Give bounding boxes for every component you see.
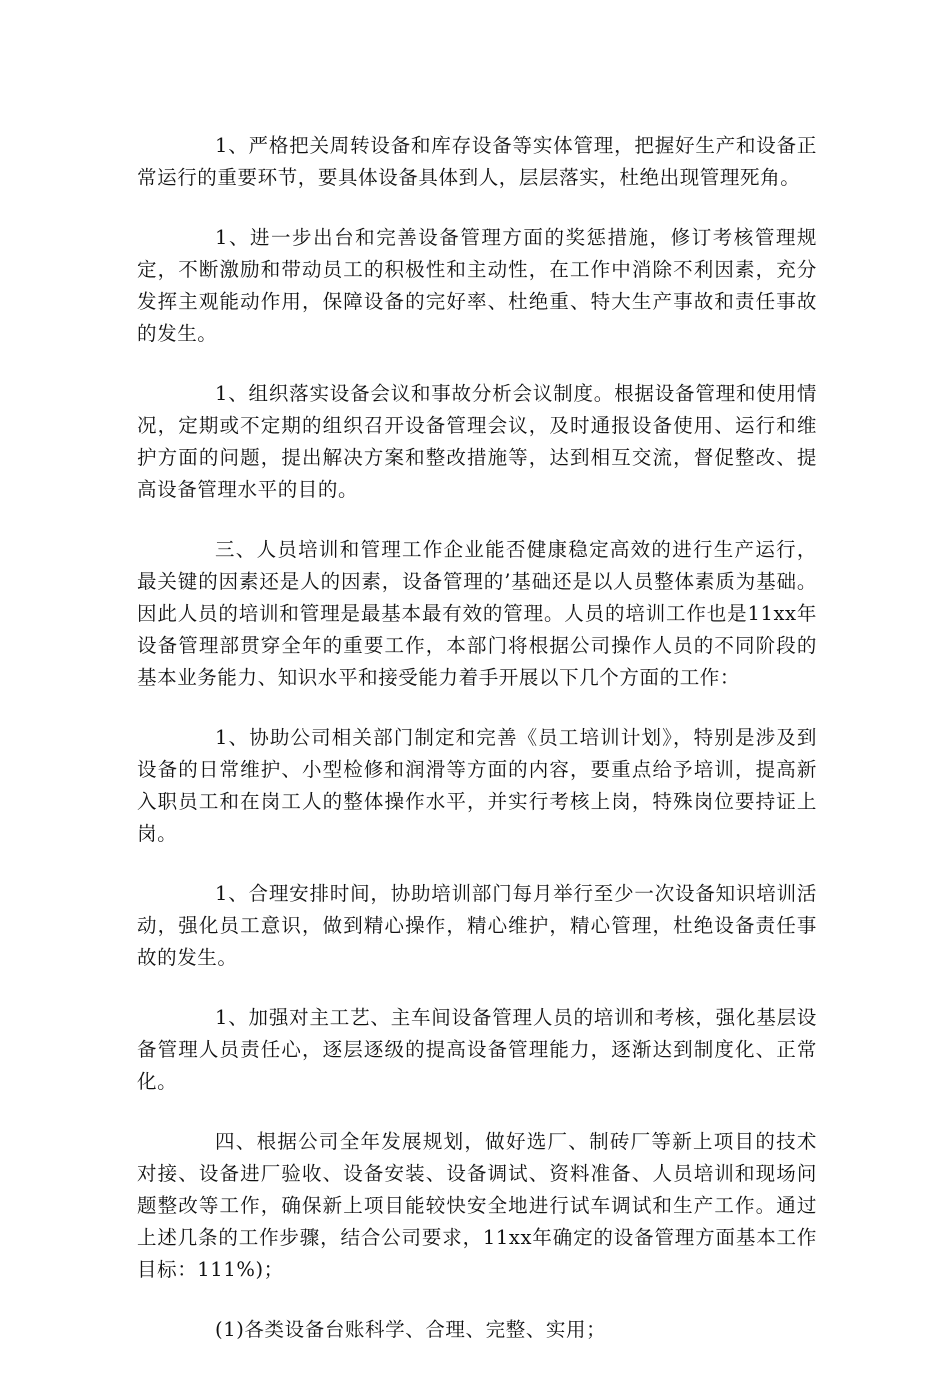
paragraph-4: 三、人员培训和管理工作企业能否健康稳定高效的进行生产运行，最关键的因素还是人的因素，设备管理的’基础还是以人员整体素质为基础。因此人员的培训和管理是最基本最有效的管理。人员的培训工作也是11xx年设备管理部贯穿全年的重要工作，本部门将根据公司操作人员的不同阶段的基本业务能力、知识水平和接受能力着手开展以下几个方面的工作： <box>137 538 817 689</box>
paragraph-8: 四、根据公司全年发展规划，做好选厂、制砖厂等新上项目的技术对接、设备进厂验收、设备安装、设备调试、资料准备、人员培训和现场问题整改等工作，确保新上项目能较快安全地进行试车调试和生产工作。通过上述几条的工作步骤，结合公司要求，11xx年确定的设备管理方面基本工作目标：111%)； <box>137 1130 817 1281</box>
paragraph-5: 1、协助公司相关部门制定和完善《员工培训计划》，特别是涉及到设备的日常维护、小型检修和润滑等方面的内容，要重点给予培训，提高新入职员工和在岗工人的整体操作水平，并实行考核上岗，特殊岗位要持证上岗。 <box>137 726 817 845</box>
document-body <box>137 130 817 1374</box>
paragraph-9: (1)各类设备台账科学、合理、完整、实用； <box>215 1318 607 1341</box>
paragraph-2: 1、进一步出台和完善设备管理方面的奖惩措施，修订考核管理规定，不断激励和带动员工的积极性和主动性，在工作中消除不利因素，充分发挥主观能动作用，保障设备的完好率、杜绝重、特大生产事故和责任事故的发生。 <box>137 226 817 345</box>
paragraph-6: 1、合理安排时间，协助培训部门每月举行至少一次设备知识培训活动，强化员工意识，做到精心操作，精心维护，精心管理，杜绝设备责任事故的发生。 <box>137 882 817 969</box>
paragraph-3: 1、组织落实设备会议和事故分析会议制度。根据设备管理和使用情况，定期或不定期的组织召开设备管理会议，及时通报设备使用、运行和维护方面的问题，提出解决方案和整改措施等，达到相互交流，督促整改、提高设备管理水平的目的。 <box>137 382 817 501</box>
paragraph-1: 1、严格把关周转设备和库存设备等实体管理，把握好生产和设备正常运行的重要环节，要具体设备具体到人，层层落实，杜绝出现管理死角。 <box>137 134 817 189</box>
paragraph-7: 1、加强对主工艺、主车间设备管理人员的培训和考核，强化基层设备管理人员责任心，逐层逐级的提高设备管理能力，逐渐达到制度化、正常化。 <box>137 1006 817 1093</box>
